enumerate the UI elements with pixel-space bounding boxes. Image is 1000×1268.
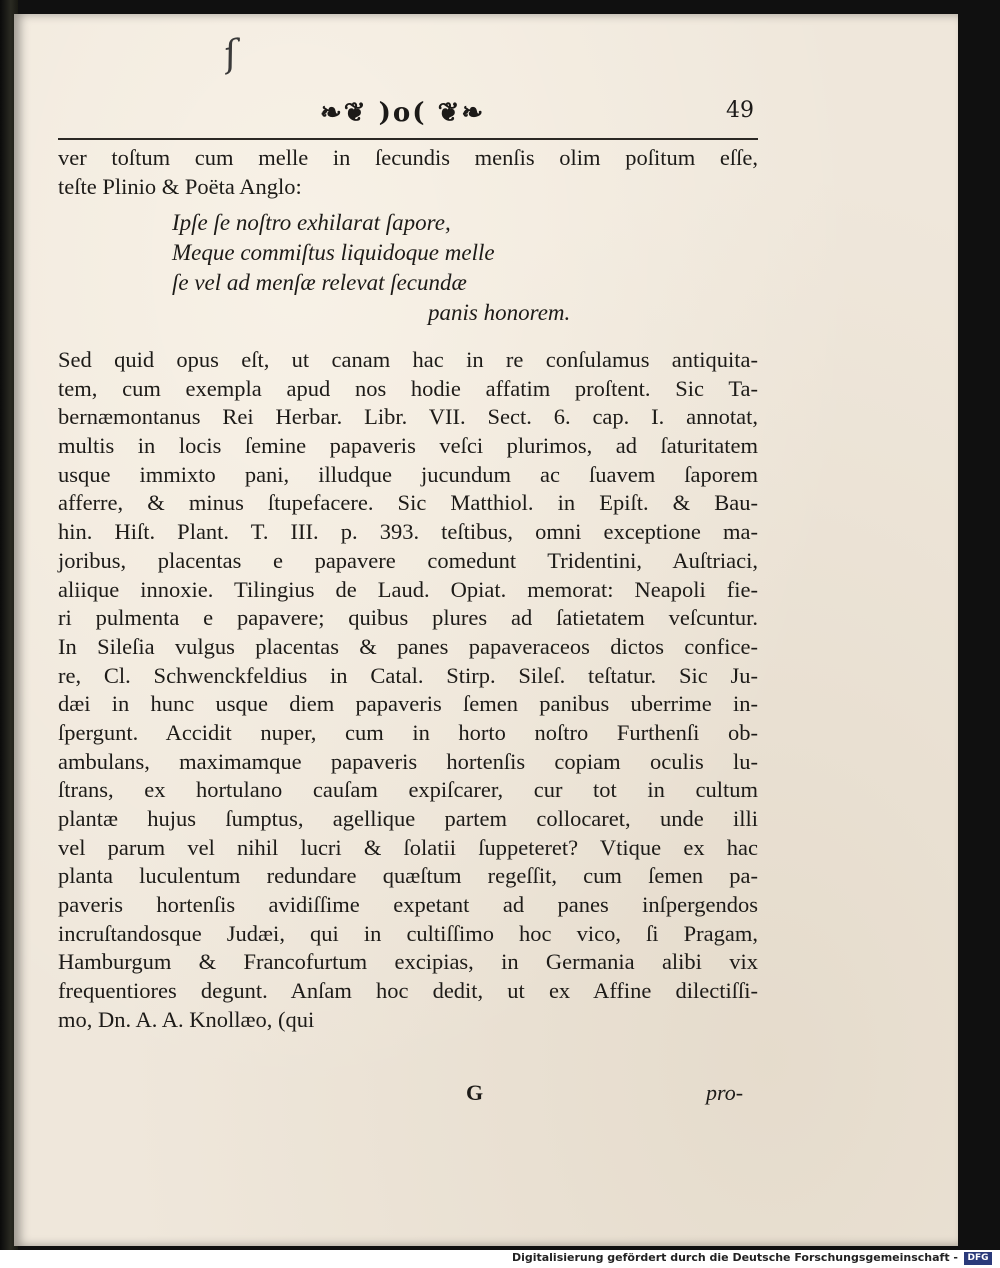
dfg-logo: DFG — [964, 1252, 992, 1265]
verse-line: Meque commiſtus liquidoque melle — [172, 240, 495, 265]
text-line: paveris hortenſis avidiſſime expetant ad panes inſpergendos — [58, 892, 758, 918]
text-line: plantæ hujus ſumptus, agellique partem collocaret, unde illi — [58, 806, 758, 831]
pencil-mark: ſ — [220, 33, 241, 76]
text-line: mo, Dn. A. A. Knollæo, (qui — [58, 1006, 315, 1032]
verse-line: panis honorem. — [428, 300, 571, 325]
text-line: ſpergunt. Accidit nuper, cum in horto noſtro Furthenſi ob- — [58, 719, 758, 745]
text-line: aliique innoxie. Tilingius de Laud. Opiat. memorat: Neapoli fie- — [58, 576, 758, 602]
text-line: multis in locis ſemine papaveris veſci plurimos, ad ſaturitatem — [58, 433, 758, 459]
text-line: usque immixto pani, illudque jucundum ac ſuavem ſaporem — [58, 461, 758, 487]
text-line: re, Cl. Schwenckfeldius in Catal. Stirp. Sileſ. teſtatur. Sic Ju- — [58, 662, 758, 688]
text-line: ver toſtum cum melle in ſecundis menſis olim poſitum eſſe, — [58, 145, 758, 170]
text-line: dæi in hunc usque diem papaveris ſemen panibus uberrime in- — [58, 691, 758, 717]
signature-mark: G — [466, 1080, 484, 1105]
text-line: ri pulmenta e papavere; quibus plures ad ſatietatem veſcuntur. — [58, 605, 758, 631]
verse-line: Ipſe ſe noſtro exhilarat ſapore, — [172, 210, 451, 235]
text-line: afferre, & minus ſtupefacere. Sic Matthiol. in Epiſt. & Bau- — [58, 490, 758, 516]
catchword: pro- — [706, 1080, 744, 1105]
text-line: incruſtandosque Judæi, qui in cultiſſimo hoc vico, ſi Pragam, — [58, 920, 758, 946]
text-line: planta luculentum redundare quæſtum regeſſit, cum ſemen pa- — [58, 863, 758, 889]
header-ornament: ❧❦ )o( ❦❧ — [320, 98, 486, 128]
text-line: tem, cum exempla apud nos hodie affatim proſtent. Sic Ta- — [58, 375, 758, 401]
page-number: 49 — [726, 98, 754, 123]
text-line: Sed quid opus eſt, ut canam hac in re conſulamus antiquita- — [58, 347, 758, 372]
text-line: vel parum vel nihil lucri & ſolatii ſuppeteret? Vtique ex hac — [58, 834, 758, 860]
verse-line: ſe vel ad menſæ relevat ſecundæ — [172, 270, 467, 295]
verse-quotation — [172, 208, 602, 328]
digitization-credit: Digitalisierung gefördert durch die Deutsche Forschungsgemeinschaft - — [511, 1251, 958, 1264]
text-line: ambulans, maximamque papaveris hortenſis copiam oculis lu- — [58, 748, 758, 774]
text-line: teſte Plinio & Poëta Anglo: — [58, 173, 302, 199]
text-line: ſtrans, ex hortulano cauſam expiſcarer, cur tot in cultum — [58, 777, 758, 803]
text-line: bernæmontanus Rei Herbar. Libr. VII. Sect. 6. cap. I. annotat, — [58, 404, 758, 430]
text-line: joribus, placentas e papavere comedunt Tridentini, Auſtriaci, — [58, 547, 758, 573]
text-line: frequentiores degunt. Anſam hoc dedit, ut ex Affine dilectiſſi- — [58, 978, 758, 1004]
header-rule — [58, 138, 758, 140]
top-paragraph — [58, 144, 758, 201]
main-paragraph — [58, 346, 758, 1035]
text-line: In Sileſia vulgus placentas & panes papaveraceos dictos confice- — [58, 633, 758, 659]
text-line: hin. Hiſt. Plant. T. III. p. 393. teſtibus, omni exceptione ma- — [58, 519, 758, 545]
text-line: Hamburgum & Francofurtum excipias, in Germania alibi vix — [58, 949, 758, 975]
